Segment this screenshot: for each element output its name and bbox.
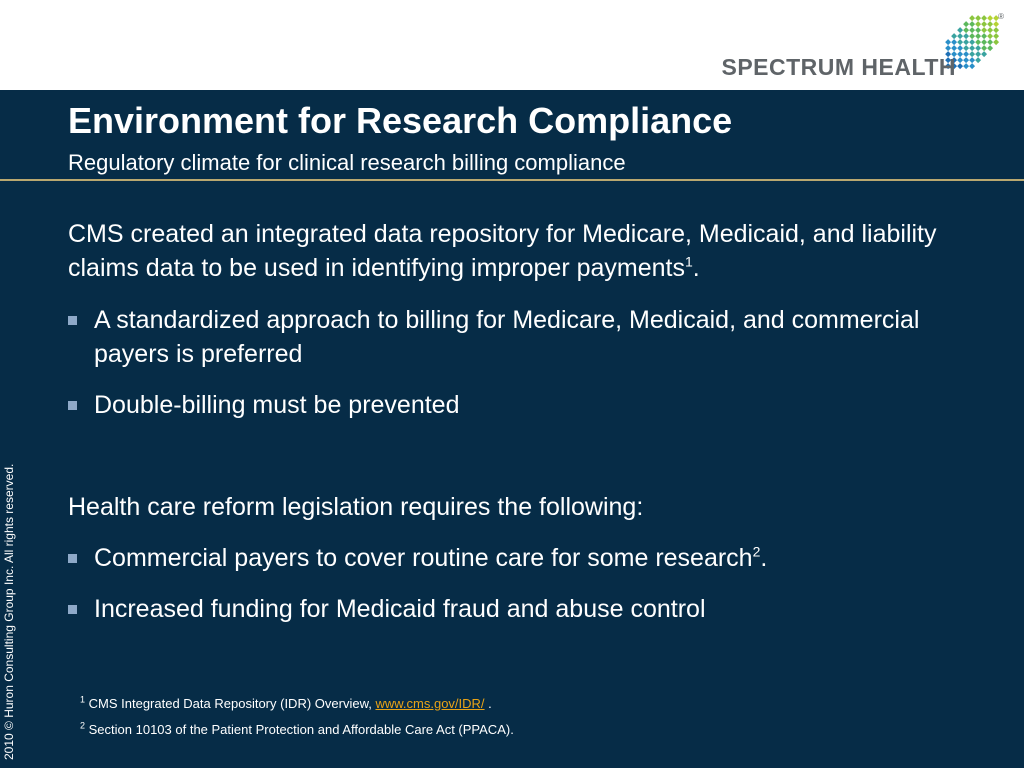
- logo-mosaic-tile: [945, 39, 951, 45]
- paragraph-cms-text: CMS created an integrated data repository for Medicare, Medicaid, and liability claims data to be used in identifying improper payments: [68, 220, 937, 282]
- logo-mosaic-tile: [951, 33, 957, 39]
- logo-mosaic-tile: [963, 21, 969, 27]
- slide-subtitle: Regulatory climate for clinical research billing compliance: [68, 150, 626, 175]
- footnote-1-end: .: [484, 696, 492, 711]
- bullet-square-icon: [68, 554, 77, 563]
- copyright-notice: 2010 © Huron Consulting Group Inc. All rights reserved.: [2, 463, 16, 760]
- logo-mosaic-tile: [963, 39, 969, 45]
- logo-mosaic-tile: [969, 57, 975, 63]
- logo-mosaic-tile: [963, 33, 969, 39]
- logo-mosaic-tile: [987, 27, 993, 33]
- header-band: [0, 0, 1024, 90]
- slide-title: Environment for Research Compliance: [68, 100, 733, 141]
- logo-mosaic-tile: [969, 21, 975, 27]
- footnote-2-text: Section 10103 of the Patient Protection and Affordable Care Act (PPACA).: [88, 722, 514, 737]
- footnote-1: [80, 696, 492, 711]
- bullet-square-icon: [68, 316, 77, 325]
- logo-mosaic-tile: [981, 39, 987, 45]
- logo-mosaic-tile: [969, 63, 975, 69]
- bullet-text: Increased funding for Medicaid fraud and abuse control: [94, 595, 706, 623]
- logo-mosaic-tile: [987, 39, 993, 45]
- logo-text: SPECTRUM HEALTH: [721, 54, 956, 80]
- bullet-text: [94, 541, 968, 575]
- footnote-2-number: 2: [80, 720, 86, 731]
- logo-mosaic-tile: [993, 39, 999, 45]
- footnote-1-text: CMS Integrated Data Repository (IDR) Overview,: [88, 696, 376, 711]
- logo-mosaic-tile: [969, 33, 975, 39]
- logo-mosaic-tile: [981, 33, 987, 39]
- logo-mosaic-tile: [975, 39, 981, 45]
- footnote-1-number: 1: [80, 694, 86, 705]
- bullet-text-end: .: [760, 544, 768, 572]
- logo-mosaic-tile: [969, 27, 975, 33]
- logo-mosaic-tile: [975, 57, 981, 63]
- spectrum-health-logo: [704, 12, 1004, 84]
- logo-mosaic-tile: [969, 45, 975, 51]
- logo-mosaic-tile: [975, 51, 981, 57]
- registered-mark: ®: [998, 12, 1004, 21]
- logo-mosaic-tile: [975, 45, 981, 51]
- logo-mosaic-tile: [963, 27, 969, 33]
- logo-mosaic-tile: [969, 51, 975, 57]
- logo-mosaic-tile: [963, 51, 969, 57]
- logo-mosaic-tile: [981, 45, 987, 51]
- logo-mosaic-tile: [945, 45, 951, 51]
- footnote-2: [80, 722, 514, 737]
- logo-mosaic-tile: [957, 57, 963, 63]
- logo-mosaic-tile: [957, 45, 963, 51]
- bullet-text-main: Commercial payers to cover routine care for some research: [94, 544, 753, 572]
- logo-mosaic-tile: [975, 15, 981, 21]
- logo-mosaic-tile: [993, 33, 999, 39]
- logo-mosaic-tile: [951, 45, 957, 51]
- bullet-text: A standardized approach to billing for Medicare, Medicaid, and commercial payers is preferred: [94, 306, 920, 368]
- logo-mosaic-tile: [987, 33, 993, 39]
- title-divider: [0, 179, 1024, 181]
- logo-mosaic-tile: [957, 39, 963, 45]
- logo-mosaic-tile: [963, 57, 969, 63]
- bullet-square-icon: [68, 401, 77, 410]
- logo-mosaic-tile: [993, 21, 999, 27]
- footnote-ref-2: 2: [752, 543, 761, 560]
- footnote-ref-1: 1: [685, 253, 693, 270]
- paragraph-cms-end: .: [692, 254, 700, 282]
- logo-mosaic-tile: [987, 45, 993, 51]
- logo-mosaic-tile: [957, 63, 963, 69]
- logo-mosaic-tile: [975, 33, 981, 39]
- logo-mosaic-tile: [993, 27, 999, 33]
- logo-mosaic-tile: [969, 39, 975, 45]
- bullet-item: [68, 388, 968, 422]
- bullet-item: [68, 303, 968, 371]
- logo-mosaic-tile: [987, 21, 993, 27]
- logo-mosaic-tile: [957, 33, 963, 39]
- logo-mosaic-tile: [957, 51, 963, 57]
- bullet-item: [68, 541, 968, 575]
- bullet-item: [68, 592, 968, 626]
- logo-mosaic-tile: [963, 45, 969, 51]
- logo-mosaic-tile: [963, 63, 969, 69]
- logo-mosaic-tile: [981, 51, 987, 57]
- footnote-1-link[interactable]: www.cms.gov/IDR/: [375, 696, 485, 711]
- logo-mosaic-tile: [951, 39, 957, 45]
- logo-mosaic-tile: [975, 21, 981, 27]
- paragraph-reform: Health care reform legislation requires the following:: [68, 493, 644, 521]
- logo-mosaic-tile: [981, 15, 987, 21]
- logo-mosaic-tile: [981, 27, 987, 33]
- logo-mosaic-tile: [969, 15, 975, 21]
- paragraph-cms: [68, 217, 988, 285]
- logo-mosaic-tile: [981, 21, 987, 27]
- bullet-text: Double-billing must be prevented: [94, 391, 460, 419]
- logo-mosaic-tile: [987, 15, 993, 21]
- logo-mosaic-tile: [957, 27, 963, 33]
- bullet-square-icon: [68, 605, 77, 614]
- logo-mosaic-tile: [975, 27, 981, 33]
